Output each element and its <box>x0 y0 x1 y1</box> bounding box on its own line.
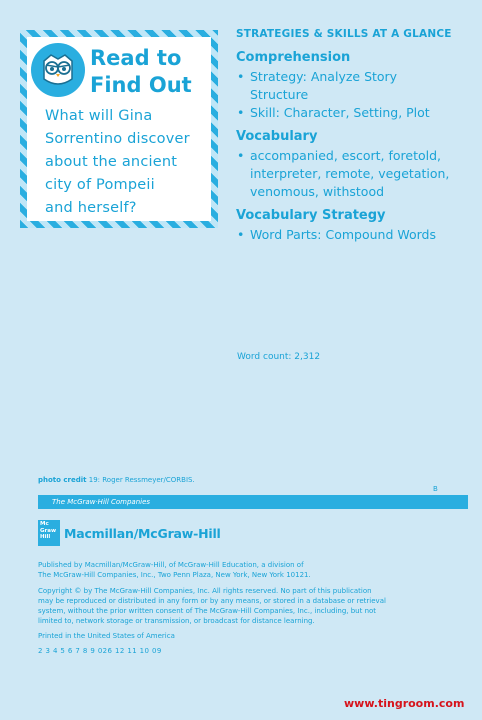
question-line: What will Gina <box>45 108 153 124</box>
list-item <box>236 104 472 122</box>
word-count: Word count: 2,312 <box>237 352 321 362</box>
photo-credit-text: 19: Roger Ressmeyer/CORBIS. <box>88 476 195 484</box>
print-numbers: 2 3 4 5 6 7 8 9 026 12 11 10 09 <box>38 647 162 655</box>
read-box-title-line2: Find Out <box>90 73 192 97</box>
question-line: about the ancient <box>45 154 178 170</box>
list-item <box>236 226 472 244</box>
list-item-line: • accompanied, escort, foretold, <box>250 148 442 163</box>
owl-icon <box>31 43 85 97</box>
legal-line: Copyright © by The McGraw-Hill Companies, Inc. All rights reserved. No part of this publication <box>38 587 372 595</box>
page-letter: B <box>433 485 438 493</box>
list-item-line: Structure <box>250 87 309 102</box>
watermark: www.tingroom.com <box>344 697 465 710</box>
list-item-line: • Skill: Character, Setting, Plot <box>250 105 430 120</box>
vocabulary-strategy-list <box>236 226 472 244</box>
copyright-notice <box>38 586 458 626</box>
list-item-line: interpreter, remote, vegetation, <box>250 166 450 181</box>
question-line: Sorrentino discover <box>45 131 190 147</box>
legal-line: system, without the prior written consent of The McGraw-Hill Companies, Inc., including, but not <box>38 607 377 615</box>
read-box-title-line1: Read to <box>90 46 182 70</box>
section-title-vocabulary: Vocabulary <box>236 129 318 144</box>
legal-line: limited to, network storage or transmission, or broadcast for distance learning. <box>38 617 315 625</box>
read-box-title <box>90 45 210 99</box>
legal-line: The McGraw-Hill Companies, Inc., Two Penn Plaza, New York, New York 10121. <box>38 571 311 579</box>
photo-credit <box>38 476 195 484</box>
legal-line: Published by Macmillan/McGraw-Hill, of McGraw-Hill Education, a division of <box>38 561 304 569</box>
vocabulary-list <box>236 147 472 201</box>
mcgraw-hill-logo-icon <box>38 520 60 546</box>
list-item <box>236 68 472 104</box>
list-item-line: venomous, withstood <box>250 184 385 199</box>
logo-line: Hill <box>40 534 51 540</box>
printed-in: Printed in the United States of America <box>38 632 175 640</box>
section-title-comprehension: Comprehension <box>236 50 351 65</box>
section-title-vocabulary-strategy: Vocabulary Strategy <box>236 208 386 223</box>
list-item <box>236 147 472 201</box>
skills-heading: STRATEGIES & SKILLS AT A GLANCE <box>236 28 452 40</box>
list-item-line: • Strategy: Analyze Story <box>250 69 398 84</box>
logo-line: Mc <box>40 521 49 527</box>
photo-credit-label: photo credit <box>38 476 87 484</box>
list-item-line: • Word Parts: Compound Words <box>250 227 437 242</box>
read-to-find-out-box <box>20 30 218 228</box>
mcgraw-hill-band <box>38 495 468 509</box>
comprehension-list <box>236 68 472 122</box>
publisher-name: Macmillan/McGraw-Hill <box>64 526 221 541</box>
skills-at-a-glance <box>236 28 472 250</box>
published-by <box>38 560 458 580</box>
read-box-inner <box>27 37 211 221</box>
band-text: The McGraw·Hill Companies <box>52 498 151 506</box>
read-box-question <box>45 105 210 220</box>
question-line: and herself? <box>45 200 137 216</box>
legal-line: may be reproduced or distributed in any form or by any means, or stored in a database or retrieval <box>38 597 386 605</box>
logo-line: Graw <box>40 527 57 534</box>
question-line: city of Pompeii <box>45 177 155 193</box>
